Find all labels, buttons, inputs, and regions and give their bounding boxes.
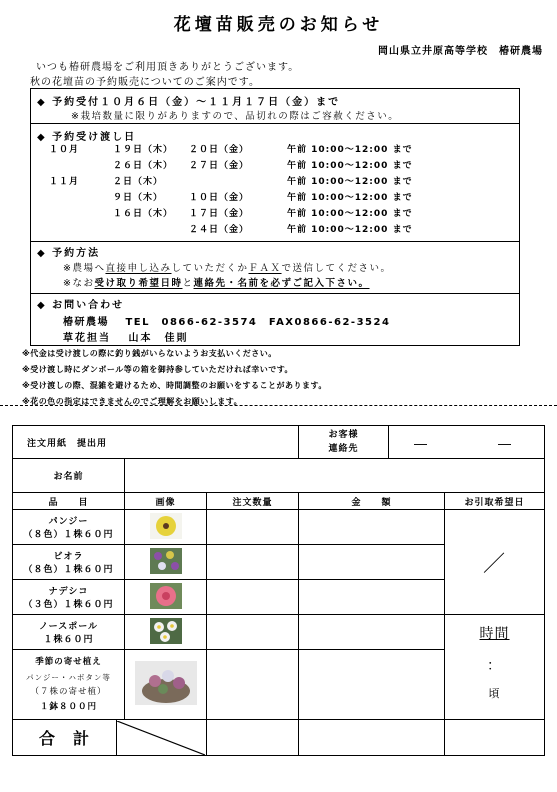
arrangement-photo xyxy=(125,650,207,720)
delivery-time: 午前 10:00～12:00 まで xyxy=(287,193,413,203)
delivery-heading: ◆ 予約受け渡し日 xyxy=(37,132,137,143)
delivery-date-fri: ２４日（金） xyxy=(189,225,250,235)
delivery-month: １０月 xyxy=(49,145,80,155)
amount-viola[interactable] xyxy=(299,545,445,580)
method-heading: ◆ 予約方法 xyxy=(37,248,101,259)
contact-heading: ◆ お問い合わせ xyxy=(37,300,125,311)
delivery-time: 午前 10:00～12:00 まで xyxy=(287,225,413,235)
qty-arrangement[interactable] xyxy=(207,650,299,720)
page-title: 花壇苗販売のお知らせ xyxy=(173,15,384,35)
name-field[interactable] xyxy=(125,459,545,493)
delivery-month: １１月 xyxy=(49,177,80,187)
delivery-time: 午前 10:00～12:00 まで xyxy=(287,161,413,171)
delivery-section xyxy=(31,123,519,241)
col-image: 画像 xyxy=(125,493,207,510)
delivery-time: 午前 10:00～12:00 まで xyxy=(287,145,413,155)
item-dianthus: ナデシコ （３色）１株６０円 xyxy=(13,580,125,615)
qty-viola[interactable] xyxy=(207,545,299,580)
reception-heading: ◆ 予約受付１０月６日（金）～１１月１７日（金）まで xyxy=(37,97,341,108)
total-qty[interactable] xyxy=(207,720,299,756)
pickup-time-field[interactable]: 時間 ： 頃 xyxy=(445,615,545,720)
qty-dianthus[interactable] xyxy=(207,580,299,615)
delivery-time: 午前 10:00～12:00 まで xyxy=(287,177,413,187)
method-section xyxy=(31,241,519,293)
item-northpole: ノースポール １株６０円 xyxy=(13,615,125,650)
delivery-date-thu: １９日（木） xyxy=(113,145,174,155)
method-line-1: ※農場へ直接申し込みしていただくかＦＡＸで送信してください。 xyxy=(63,263,392,274)
dianthus-photo xyxy=(125,580,207,615)
note-box: ※受け渡し時にダンボール等の箱を御持参していただければ幸いです。 xyxy=(22,365,294,374)
reception-section xyxy=(31,89,519,123)
contact-person: 草花担当 山本 佳則 xyxy=(63,333,189,344)
contact-phone-fax: 椿研農場 TEL 0866-62-3574 FAX0866-62-3524 xyxy=(63,317,391,328)
cut-line xyxy=(0,405,557,406)
delivery-date-thu: ２日（木） xyxy=(113,177,164,187)
intro-line-2: 秋の花壇苗の予約販売についてのご案内です。 xyxy=(30,77,260,88)
delivery-date-thu: ９日（木） xyxy=(113,193,164,203)
name-label: お名前 xyxy=(13,459,125,493)
total-blank xyxy=(445,720,545,756)
total-label: 合 計 xyxy=(13,720,117,756)
intro-line-1: いつも椿研農場をご利用頂きありがとうございます。 xyxy=(36,62,300,73)
note-crowding: ※受け渡しの際、混雑を避けるため、時間調整のお願いをすることがあります。 xyxy=(22,381,327,390)
amount-pansy[interactable] xyxy=(299,510,445,545)
delivery-time: 午前 10:00～12:00 まで xyxy=(287,209,413,219)
delivery-date-fri: ２７日（金） xyxy=(189,161,250,171)
qty-pansy[interactable] xyxy=(207,510,299,545)
customer-contact-field[interactable]: ― ― xyxy=(389,426,545,459)
order-form xyxy=(12,425,545,756)
method-line-2: ※なお受け取り希望日時と連絡先・名前を必ずご記入下さい。 xyxy=(63,278,370,289)
total-diagonal xyxy=(117,720,207,756)
info-box xyxy=(30,88,520,346)
amount-northpole[interactable] xyxy=(299,615,445,650)
form-header: 注文用紙 提出用 xyxy=(13,426,299,459)
item-arrangement: 季節の寄せ植え パンジー・ハボタン等 （７株の寄せ植） １鉢８００円 xyxy=(13,650,125,720)
delivery-date-thu: ２６日（木） xyxy=(113,161,174,171)
total-amount[interactable] xyxy=(299,720,445,756)
col-item: 品 目 xyxy=(13,493,125,510)
note-color: ※花の色の指定はできませんのでご理解をお願いします。 xyxy=(22,397,243,406)
contact-section xyxy=(31,293,519,347)
amount-arrangement[interactable] xyxy=(299,650,445,720)
pickup-date-field[interactable]: ／ xyxy=(445,510,545,615)
col-qty: 注文数量 xyxy=(207,493,299,510)
qty-northpole[interactable] xyxy=(207,615,299,650)
amount-dianthus[interactable] xyxy=(299,580,445,615)
delivery-date-fri: １７日（金） xyxy=(189,209,250,219)
delivery-date-fri: １０日（金） xyxy=(189,193,250,203)
customer-contact-label: お客様 連絡先 xyxy=(299,426,389,459)
delivery-date-thu: １６日（木） xyxy=(113,209,174,219)
col-amount: 金 額 xyxy=(299,493,445,510)
viola-photo xyxy=(125,545,207,580)
delivery-date-fri: ２０日（金） xyxy=(189,145,250,155)
item-viola: ビオラ （８色）１株６０円 xyxy=(13,545,125,580)
note-payment: ※代金は受け渡しの際に釣り銭がいらないようお支払いください。 xyxy=(22,349,277,358)
item-pansy: パンジー （８色）１株６０円 xyxy=(13,510,125,545)
pansy-photo xyxy=(125,510,207,545)
northpole-photo xyxy=(125,615,207,650)
col-pickup: お引取希望日 xyxy=(445,493,545,510)
school-name: 岡山県立井原高等学校 椿研農場 xyxy=(378,46,543,57)
reception-note: ※栽培数量に限りがありますので、品切れの際はご容赦ください。 xyxy=(71,111,400,122)
